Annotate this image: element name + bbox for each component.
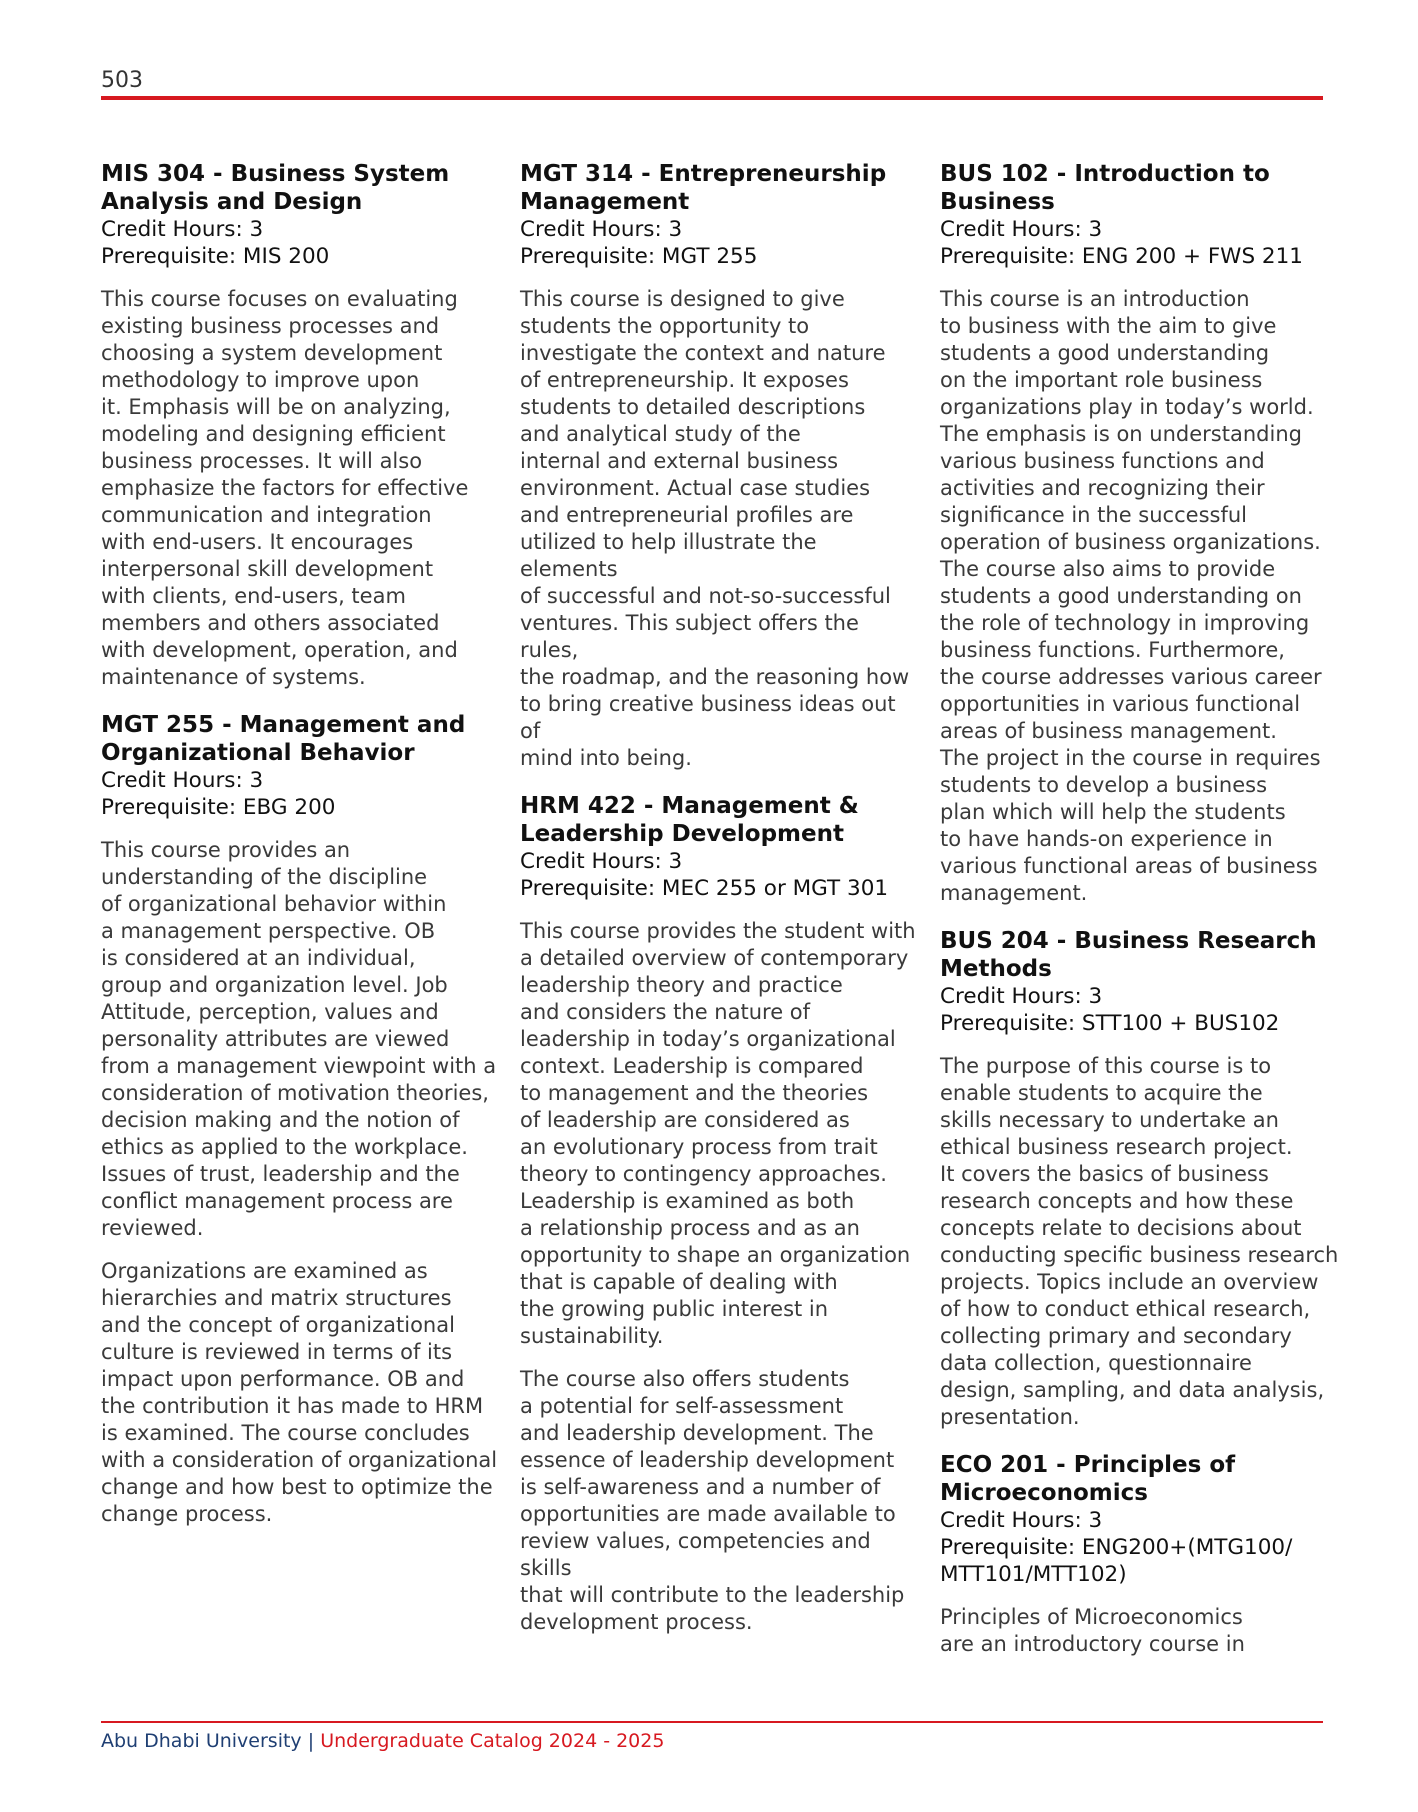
credit-hours: Credit Hours: 3 <box>940 984 1103 1009</box>
course-title: BUS 204 - Business Research Methods <box>940 928 1317 982</box>
course-title: HRM 422 - Management & Leadership Development <box>520 793 859 847</box>
prerequisite: Prerequisite: ENG 200 + FWS 211 <box>940 244 1303 269</box>
course-entry <box>520 792 920 1636</box>
prerequisite: Prerequisite: MIS 200 <box>101 244 330 269</box>
course-description: This course focuses on evaluating existing business processes and choosing a system development methodology to improve upon it. Emphasis will be on analyzing, modeling and designing efficient business processes. It will also emphasize the factors for effective communication and integration with end-users. It encourages interpersonal skill development with clients, end-users, team members and others associated with development, operation, and maintenance of systems. <box>101 287 469 689</box>
course-title: MIS 304 - Business System Analysis and Design <box>101 161 450 215</box>
course-entry <box>520 160 920 772</box>
course-title: MGT 255 - Management and Organizational Behavior <box>101 712 466 766</box>
credit-hours: Credit Hours: 3 <box>101 217 264 242</box>
course-title: BUS 102 - Introduction to Business <box>940 161 1270 215</box>
column-1 <box>101 160 501 1548</box>
header-rule <box>101 96 1323 100</box>
course-description: This course is designed to give students the opportunity to investigate the context and nature of entrepreneurship. It exposes students to detailed descriptions and analytical study of the internal and external business environment. Actual case studies and entrepreneurial profiles are utilized to help illustrate the elements of successful and not-so-successful ventures. This subject offers the rules, the roadmap, and the reasoning how to bring creative business ideas out of mind into being. <box>520 287 910 770</box>
course-description: The course also offers students a potential for self-assessment and leadership development. The essence of leadership development is self-awareness and a number of opportunities are made available to review values, competencies and skills that will contribute to the leadership development process. <box>520 1367 905 1634</box>
prerequisite: Prerequisite: STT100 + BUS102 <box>940 1011 1280 1036</box>
credit-hours: Credit Hours: 3 <box>940 1508 1103 1533</box>
course-entry <box>101 711 501 1528</box>
prerequisite: Prerequisite: EBG 200 <box>101 795 336 820</box>
course-entry <box>940 927 1340 1431</box>
footer-catalog-title: Undergraduate Catalog 2024 - 2025 <box>320 1730 665 1752</box>
footer <box>101 1729 664 1753</box>
course-entry <box>940 1451 1340 1658</box>
course-description: This course provides an understanding of the discipline of organizational behavior within a management perspective. OB is considered at an individual, group and organization level. Job Attitude, perception, values and personality attributes are viewed from a management viewpoint with a consideration of motivation theories, decision making and the notion of ethics as applied to the workplace. Issues of trust, leadership and the conflict management process are reviewed. <box>101 838 497 1240</box>
credit-hours: Credit Hours: 3 <box>940 217 1103 242</box>
credit-hours: Credit Hours: 3 <box>101 768 264 793</box>
credit-hours: Credit Hours: 3 <box>520 849 683 874</box>
course-title: MGT 314 - Entrepreneurship Management <box>520 161 887 215</box>
footer-separator: | <box>307 1730 315 1752</box>
course-entry <box>940 160 1340 907</box>
course-description: Organizations are examined as hierarchies and matrix structures and the concept of organizational culture is reviewed in terms of its impact upon performance. OB and the contribution it has made to HRM is examined. The course concludes with a consideration of organizational change and how best to optimize the change process. <box>101 1259 498 1526</box>
credit-hours: Credit Hours: 3 <box>520 217 683 242</box>
footer-organization: Abu Dhabi University <box>101 1730 302 1752</box>
column-3 <box>940 160 1340 1678</box>
course-entry <box>101 160 501 691</box>
course-description: This course is an introduction to business with the aim to give students a good understanding on the important role business organizations play in today’s world. The emphasis is on understanding various business functions and activities and recognizing their significance in the successful operation of business organizations. The course also aims to provide students a good understanding on the role of technology in improving business functions. Furthermore, the course addresses various career opportunities in various functional areas of business management. The project in the course in requires students to develop a business plan which will help the students to have hands-on experience in various functional areas of business management. <box>940 287 1322 905</box>
prerequisite: Prerequisite: MEC 255 or MGT 301 <box>520 876 889 901</box>
column-2 <box>520 160 920 1656</box>
course-description: Principles of Microeconomics are an introductory course in <box>940 1605 1245 1656</box>
course-title: ECO 201 - Principles of Microeconomics <box>940 1452 1236 1506</box>
page-number: 503 <box>101 68 143 93</box>
footer-rule <box>101 1721 1323 1723</box>
course-description: The purpose of this course is to enable students to acquire the skills necessary to undertake an ethical business research project. It covers the basics of business research concepts and how these concepts relate to decisions about conducting specific business research projects. Topics include an overview of how to conduct ethical research, collecting primary and secondary data collection, questionnaire design, sampling, and data analysis, presentation. <box>940 1054 1339 1429</box>
prerequisite: Prerequisite: MGT 255 <box>520 244 758 269</box>
course-description: This course provides the student with a detailed overview of contemporary leadership theory and practice and considers the nature of leadership in today’s organizational context. Leadership is compared to management and the theories of leadership are considered as an evolutionary process from trait theory to contingency approaches. Leadership is examined as both a relationship process and as an opportunity to shape an organization that is capable of dealing with the growing public interest in sustainability. <box>520 919 916 1348</box>
prerequisite: Prerequisite: ENG200+(MTG100/ MTT101/MTT102) <box>940 1535 1293 1587</box>
